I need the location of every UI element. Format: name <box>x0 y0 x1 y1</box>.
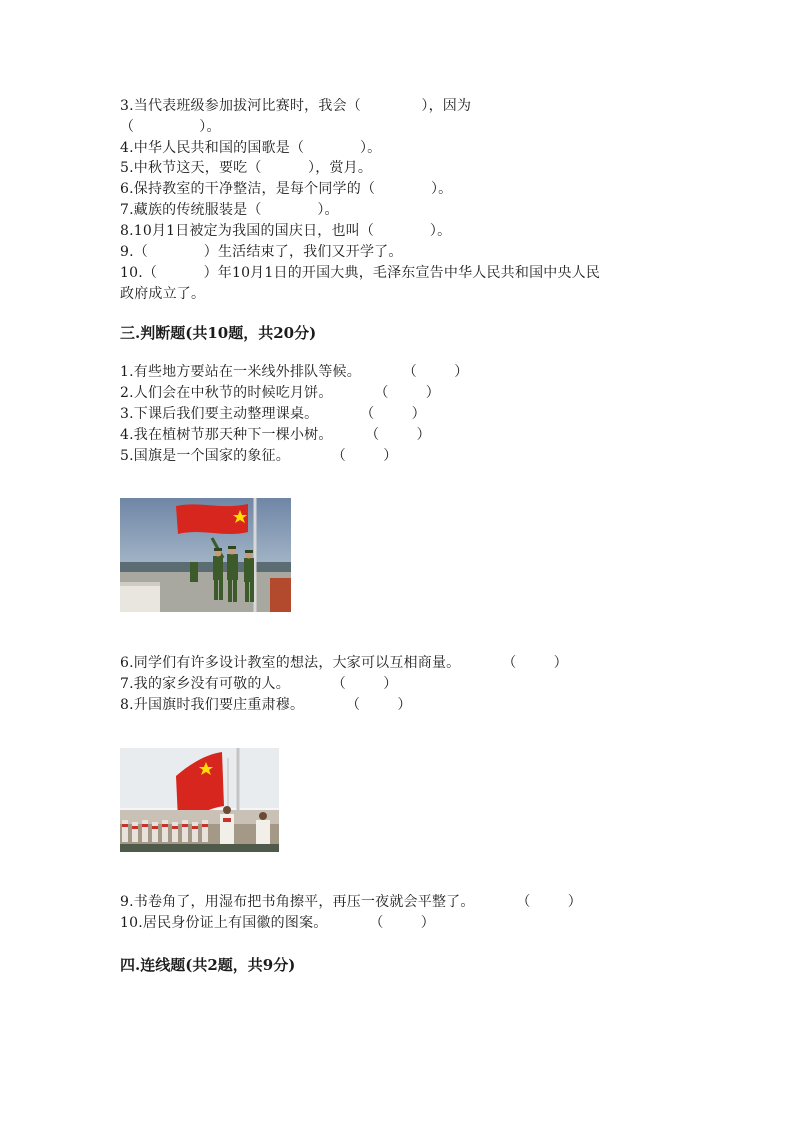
school-flag-ceremony-photo <box>120 748 279 852</box>
question-3-line-2: （ ）。 <box>120 119 221 135</box>
judge-item-4: 4.我在植树节那天种下一棵小树。 （ ） <box>120 427 431 443</box>
question-3-line-1: 3.当代表班级参加拔河比赛时，我会（ ），因为 <box>120 98 472 114</box>
question-6: 6.保持教室的干净整洁，是每个同学的（ ）。 <box>120 181 453 197</box>
judge-item-7: 7.我的家乡没有可敬的人。 （ ） <box>120 676 398 692</box>
question-9: 9.（ ）生活结束了，我们又开学了。 <box>120 244 403 260</box>
judge-item-10: 10.居民身份证上有国徽的图案。 （ ） <box>120 915 435 931</box>
question-4: 4.中华人民共和国的国歌是（ ）。 <box>120 140 382 156</box>
question-10-line-1: 10.（ ）年10月1日的开国大典，毛泽东宣告中华人民共和国中央人民 <box>120 265 601 281</box>
judge-item-9: 9.书卷角了，用湿布把书角擦平，再压一夜就会平整了。 （ ） <box>120 894 583 910</box>
judge-item-8: 8.升国旗时我们要庄重肃穆。 （ ） <box>120 697 412 713</box>
judge-item-3: 3.下课后我们要主动整理课桌。 （ ） <box>120 406 426 422</box>
judge-item-6: 6.同学们有许多设计教室的想法，大家可以互相商量。 （ ） <box>120 655 568 671</box>
section-3-title: 三.判断题(共10题，共20分) <box>120 324 317 342</box>
section-4-title: 四.连线题(共2题，共9分) <box>120 956 296 974</box>
judge-item-2: 2.人们会在中秋节的时候吃月饼。 （ ） <box>120 385 441 401</box>
judge-item-5: 5.国旗是一个国家的象征。 （ ） <box>120 448 398 464</box>
question-8: 8.10月1日被定为我国的国庆日，也叫（ ）。 <box>120 223 452 239</box>
judge-item-1: 1.有些地方要站在一米线外排队等候。 （ ） <box>120 364 469 380</box>
question-10-line-2: 政府成立了。 <box>120 286 206 302</box>
flag-raising-guards-photo <box>120 498 291 612</box>
question-7: 7.藏族的传统服装是（ ）。 <box>120 202 339 218</box>
question-5: 5.中秋节这天，要吃（ ），赏月。 <box>120 160 373 176</box>
